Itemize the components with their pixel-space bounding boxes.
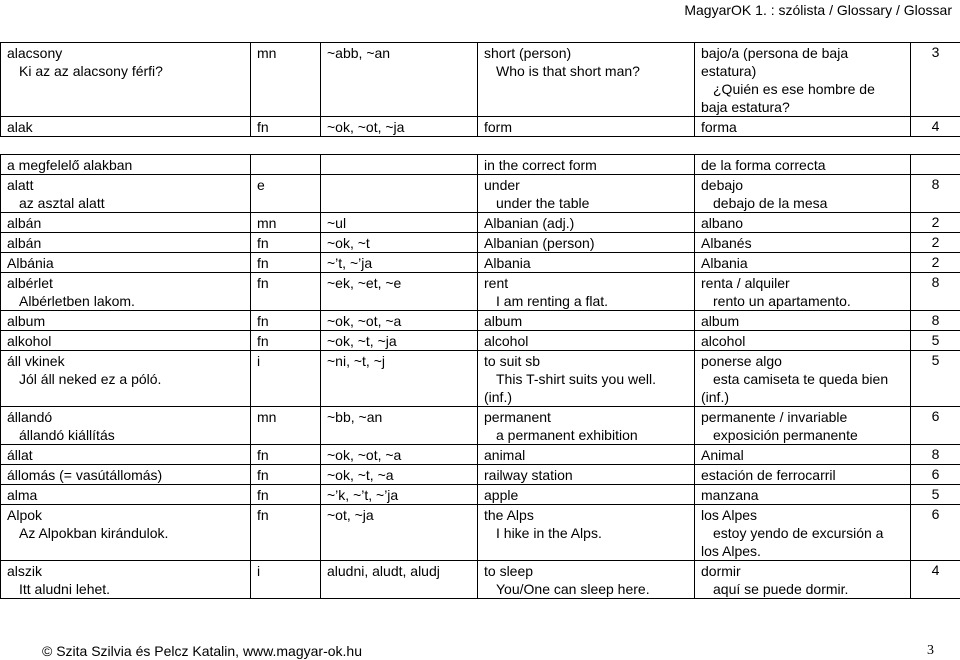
cell-line: alacsony (7, 45, 63, 61)
cell-line: alcohol (484, 333, 529, 349)
cell-line: to suit sb (484, 353, 541, 369)
cell-line: (inf.) (484, 389, 512, 405)
cell-line: albérlet (7, 275, 53, 291)
cell-line: railway station (484, 467, 573, 483)
chapter-cell: 4 (911, 117, 960, 137)
cell-line: a megfelelő alakban (7, 157, 133, 173)
cell-line: alkohol (7, 333, 52, 349)
cell-line: ~ok, ~ot, ~ja (327, 119, 405, 135)
chapter-cell: 5 (911, 331, 960, 351)
headword-cell (1, 43, 251, 117)
pos-cell (251, 351, 321, 407)
english-cell (478, 213, 695, 233)
cell-line: fn (257, 275, 269, 291)
spanish-cell (695, 253, 911, 273)
headword-cell (1, 273, 251, 311)
pos-cell (251, 445, 321, 465)
cell-line: fn (257, 447, 269, 463)
cell-line: I hike in the Alps. (496, 525, 602, 541)
cell-line: alszik (7, 563, 43, 579)
cell-line: debajo (701, 177, 744, 193)
forms-cell (321, 331, 478, 351)
pos-cell (251, 331, 321, 351)
cell-line: ~ok, ~ot, ~a (327, 313, 402, 329)
cell-line: albán (7, 215, 42, 231)
cell-line: Albanés (701, 235, 752, 251)
pos-cell (251, 561, 321, 599)
cell-line: Az Alpokban kirándulok. (19, 525, 169, 541)
cell-line: állandó (7, 409, 53, 425)
forms-cell (321, 505, 478, 561)
headword-cell (1, 407, 251, 445)
table-row (1, 331, 960, 351)
cell-line: ~ek, ~et, ~e (327, 275, 402, 291)
headword-cell (1, 331, 251, 351)
table-row (1, 233, 960, 253)
spanish-cell (695, 465, 911, 485)
cell-line: (inf.) (701, 389, 729, 405)
cell-line: apple (484, 487, 519, 503)
forms-cell (321, 351, 478, 407)
cell-line: rent (484, 275, 509, 291)
pos-cell (251, 407, 321, 445)
cell-line: Ki az az alacsony férfi? (19, 63, 163, 79)
pos-cell (251, 485, 321, 505)
cell-line: ~ok, ~t (327, 235, 370, 251)
table-row (1, 273, 960, 311)
cell-line: ~’k, ~’t, ~’ja (327, 487, 399, 503)
table-row (1, 117, 960, 137)
table-row (1, 213, 960, 233)
cell-line: Albanian (person) (484, 235, 595, 251)
headword-cell (1, 253, 251, 273)
english-cell (478, 465, 695, 485)
cell-line: ~ul (327, 215, 347, 231)
headword-cell (1, 445, 251, 465)
cell-line: permanent (484, 409, 551, 425)
cell-line: fn (257, 119, 269, 135)
forms-cell (321, 117, 478, 137)
cell-line: bajo/a (persona de baja (701, 45, 849, 61)
spanish-cell (695, 213, 911, 233)
cell-line: ~ok, ~t, ~ja (327, 333, 397, 349)
english-cell (478, 311, 695, 331)
cell-line: rento un apartamento. (713, 293, 851, 309)
cell-line: ~ot, ~ja (327, 507, 374, 523)
cell-line: short (person) (484, 45, 572, 61)
cell-line: You/One can sleep here. (496, 581, 650, 597)
spanish-cell (695, 505, 911, 561)
cell-line: to sleep (484, 563, 534, 579)
cell-line: alcohol (701, 333, 746, 349)
cell-line: Jól áll neked ez a póló. (19, 371, 162, 387)
chapter-cell: 8 (911, 311, 960, 331)
headword-cell (1, 213, 251, 233)
spanish-cell (695, 43, 911, 117)
english-cell (478, 351, 695, 407)
table-row (1, 465, 960, 485)
page-footer (42, 642, 934, 660)
headword-cell (1, 465, 251, 485)
cell-line: ~abb, ~an (327, 45, 391, 61)
cell-line: a permanent exhibition (496, 427, 638, 443)
page-number: 3 (927, 643, 934, 658)
cell-line: ~bb, ~an (327, 409, 383, 425)
cell-line: ~ni, ~t, ~j (327, 353, 385, 369)
cell-line: áll vkinek (7, 353, 65, 369)
cell-line: alak (7, 119, 33, 135)
headword-cell (1, 175, 251, 213)
cell-line: esta camiseta te queda bien (713, 371, 889, 387)
spanish-cell (695, 117, 911, 137)
table-row (1, 485, 960, 505)
chapter-cell: 2 (911, 233, 960, 253)
pos-cell (251, 213, 321, 233)
chapter-cell: 2 (911, 213, 960, 233)
cell-line: Albánia (7, 255, 54, 271)
page-header: MagyarOK 1. : szólista / Glossary / Glossar (684, 2, 952, 18)
cell-line: album (7, 313, 46, 329)
headword-cell (1, 485, 251, 505)
spanish-cell (695, 445, 911, 465)
cell-line: estatura) (701, 63, 757, 79)
cell-line: Itt aludni lehet. (19, 581, 111, 597)
headword-cell (1, 351, 251, 407)
english-cell (478, 117, 695, 137)
cell-line: permanente / invariable (701, 409, 848, 425)
table-row (1, 311, 960, 331)
cell-line: form (484, 119, 512, 135)
english-cell (478, 407, 695, 445)
english-cell (478, 273, 695, 311)
english-cell (478, 485, 695, 505)
cell-line: aludni, aludt, aludj (327, 563, 440, 579)
cell-line: Alpok (7, 507, 43, 523)
forms-cell (321, 485, 478, 505)
forms-cell (321, 445, 478, 465)
pos-cell (251, 273, 321, 311)
pos-cell (251, 505, 321, 561)
table-row (1, 505, 960, 561)
chapter-cell: 8 (911, 445, 960, 465)
pos-cell (251, 117, 321, 137)
table-row (1, 561, 960, 599)
table-row (1, 155, 960, 175)
cell-line: albano (701, 215, 744, 231)
cell-line: estoy yendo de excursión a (713, 525, 884, 541)
english-cell (478, 233, 695, 253)
cell-line: albán (7, 235, 42, 251)
cell-line: los Alpes (701, 507, 758, 523)
english-cell (478, 155, 695, 175)
forms-cell (321, 407, 478, 445)
cell-line: under the table (496, 195, 590, 211)
english-cell (478, 561, 695, 599)
chapter-cell: 3 (911, 43, 960, 117)
cell-line: alatt (7, 177, 34, 193)
english-cell (478, 43, 695, 117)
cell-line: állomás (= vasútállomás) (7, 467, 163, 483)
chapter-cell: 8 (911, 273, 960, 311)
cell-line: aquí se puede dormir. (713, 581, 849, 597)
forms-cell (321, 273, 478, 311)
headword-cell (1, 505, 251, 561)
forms-cell (321, 43, 478, 117)
cell-line: fn (257, 487, 269, 503)
chapter-cell: 4 (911, 561, 960, 599)
table-row (1, 253, 960, 273)
cell-line: Albania (701, 255, 748, 271)
cell-line: under (484, 177, 520, 193)
cell-line: Who is that short man? (496, 63, 640, 79)
cell-line: i (257, 563, 261, 579)
spanish-cell (695, 311, 911, 331)
headword-cell (1, 311, 251, 331)
cell-line: fn (257, 467, 269, 483)
pos-cell (251, 311, 321, 331)
cell-line: the Alps (484, 507, 534, 523)
english-cell (478, 253, 695, 273)
english-cell (478, 445, 695, 465)
cell-line: I am renting a flat. (496, 293, 609, 309)
cell-line: Albérletben lakom. (19, 293, 135, 309)
glossary-table (0, 42, 960, 599)
cell-line: renta / alquiler (701, 275, 790, 291)
english-cell (478, 331, 695, 351)
table-row (1, 175, 960, 213)
forms-cell (321, 311, 478, 331)
pos-cell (251, 253, 321, 273)
cell-line: mn (257, 215, 277, 231)
cell-line: ~ok, ~ot, ~a (327, 447, 402, 463)
cell-line: i (257, 353, 261, 369)
cell-line: alma (7, 487, 38, 503)
cell-line: debajo de la mesa (713, 195, 828, 211)
headword-cell (1, 561, 251, 599)
cell-line: fn (257, 255, 269, 271)
cell-line: Animal (701, 447, 744, 463)
cell-line: állat (7, 447, 33, 463)
gap-cell (1, 137, 960, 155)
cell-line: ~ok, ~t, ~a (327, 467, 394, 483)
chapter-cell: 6 (911, 505, 960, 561)
cell-line: animal (484, 447, 526, 463)
spanish-cell (695, 351, 911, 407)
cell-line: album (484, 313, 523, 329)
cell-line: ponerse algo (701, 353, 782, 369)
headword-cell (1, 233, 251, 253)
forms-cell (321, 213, 478, 233)
forms-cell (321, 175, 478, 213)
headword-cell (1, 155, 251, 175)
forms-cell (321, 253, 478, 273)
headword-cell (1, 117, 251, 137)
cell-line: állandó kiállítás (19, 427, 115, 443)
cell-line: Albania (484, 255, 531, 271)
spanish-cell (695, 155, 911, 175)
forms-cell (321, 561, 478, 599)
cell-line: mn (257, 45, 277, 61)
cell-line: Albanian (adj.) (484, 215, 575, 231)
chapter-cell: 5 (911, 351, 960, 407)
cell-line: album (701, 313, 740, 329)
pos-cell (251, 175, 321, 213)
cell-line: in the correct form (484, 157, 597, 173)
chapter-cell: 6 (911, 465, 960, 485)
forms-cell (321, 465, 478, 485)
cell-line: de la forma correcta (701, 157, 826, 173)
cell-line: forma (701, 119, 737, 135)
table-row (1, 445, 960, 465)
chapter-cell: 6 (911, 407, 960, 445)
pos-cell (251, 233, 321, 253)
forms-cell (321, 155, 478, 175)
cell-line: exposición permanente (713, 427, 858, 443)
chapter-cell (911, 155, 960, 175)
cell-line: los Alpes. (701, 543, 761, 559)
cell-line: mn (257, 409, 277, 425)
copyright-text: © Szita Szilvia és Pelcz Katalin, www.magyar-ok.hu (42, 643, 362, 659)
spanish-cell (695, 407, 911, 445)
cell-line: dormir (701, 563, 741, 579)
table-row (1, 43, 960, 117)
spanish-cell (695, 175, 911, 213)
pos-cell (251, 155, 321, 175)
cell-line: This T-shirt suits you well. (496, 371, 657, 387)
english-cell (478, 505, 695, 561)
cell-line: ~’t, ~’ja (327, 255, 373, 271)
cell-line: e (257, 177, 265, 193)
cell-line: estación de ferrocarril (701, 467, 836, 483)
cell-line: ¿Quién es ese hombre de (713, 81, 875, 97)
table-gap-row (1, 137, 960, 155)
spanish-cell (695, 485, 911, 505)
cell-line: fn (257, 313, 269, 329)
spanish-cell (695, 273, 911, 311)
cell-line: az asztal alatt (19, 195, 105, 211)
chapter-cell: 5 (911, 485, 960, 505)
spanish-cell (695, 331, 911, 351)
cell-line: baja estatura? (701, 99, 790, 115)
spanish-cell (695, 233, 911, 253)
chapter-cell: 8 (911, 175, 960, 213)
pos-cell (251, 465, 321, 485)
table-row (1, 351, 960, 407)
pos-cell (251, 43, 321, 117)
english-cell (478, 175, 695, 213)
chapter-cell: 2 (911, 253, 960, 273)
cell-line: manzana (701, 487, 759, 503)
cell-line: fn (257, 235, 269, 251)
cell-line: fn (257, 333, 269, 349)
table-row (1, 407, 960, 445)
forms-cell (321, 233, 478, 253)
cell-line: fn (257, 507, 269, 523)
spanish-cell (695, 561, 911, 599)
